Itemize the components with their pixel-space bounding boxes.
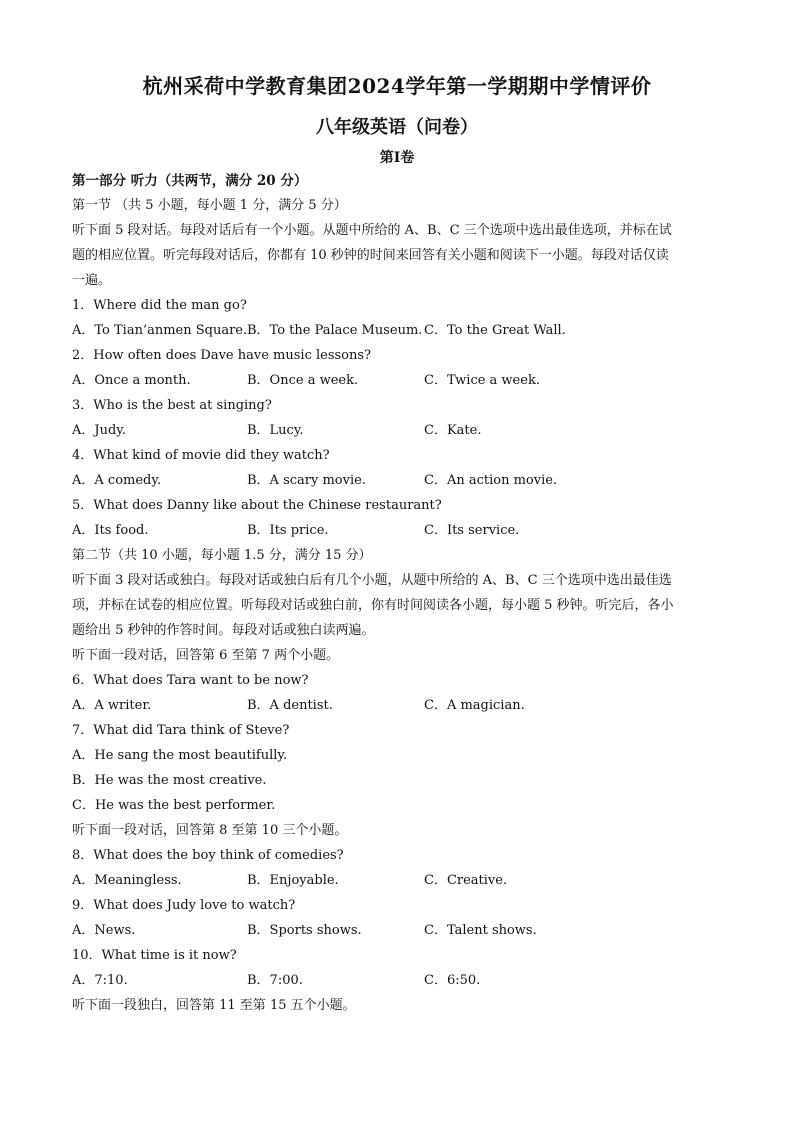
section1-instruction-line: 一遍。 xyxy=(72,273,112,288)
option-a: A．A writer. xyxy=(72,698,152,713)
option-a: A．Judy. xyxy=(72,423,127,438)
section2-instruction-line: 听下面 3 段对话或独白。每段对话或独白后有几个小题，从题中所给的 A、B、C 三个选项中选出最佳选 xyxy=(72,573,672,588)
option-c: C．To the Great Wall. xyxy=(424,323,566,338)
question-stem: 9．What does Judy love to watch? xyxy=(72,898,296,913)
section1-heading: 第一节 （共 5 小题，每小题 1 分，满分 5 分） xyxy=(72,198,347,213)
option-c: C．6:50. xyxy=(424,973,481,988)
section2-heading: 第二节（共 10 小题，每小题 1.5 分，满分 15 分） xyxy=(72,548,372,563)
option-c: C．Twice a week. xyxy=(424,373,540,388)
option-b: B．Enjoyable. xyxy=(247,873,339,888)
option-a: A．Its food. xyxy=(72,523,149,538)
option-c: C．Talent shows. xyxy=(424,923,537,938)
option-a: A．7:10. xyxy=(72,973,128,988)
section1-instruction-line: 题的相应位置。听完每段对话后，你都有 10 秒钟的时间来回答有关小题和阅读下一小题。每段对话仅读 xyxy=(72,248,669,263)
option-a: A．Meaningless. xyxy=(72,873,182,888)
option-c: C．A magician. xyxy=(424,698,525,713)
option-a: A．To Tian’anmen Square. xyxy=(72,323,248,338)
question-stem: 2．How often does Dave have music lessons? xyxy=(72,348,372,363)
listening-prompt: 听下面一段独白，回答第 11 至第 15 五个小题。 xyxy=(72,998,356,1013)
option-c: C．He was the best performer. xyxy=(72,798,276,813)
listening-prompt: 听下面一段对话，回答第 6 至第 7 两个小题。 xyxy=(72,648,340,663)
section1-instruction-line: 听下面 5 段对话。每段对话后有一个小题。从题中所给的 A、B、C 三个选项中选出最佳选项，并标在试 xyxy=(72,223,672,238)
option-b: B．A dentist. xyxy=(247,698,333,713)
question-stem: 6．What does Tara want to be now? xyxy=(72,673,309,688)
option-b: B．Once a week. xyxy=(247,373,359,388)
question-stem: 3．Who is the best at singing? xyxy=(72,398,272,413)
listening-prompt: 听下面一段对话，回答第 8 至第 10 三个小题。 xyxy=(72,823,348,838)
option-c: C．An action movie. xyxy=(424,473,558,488)
option-b: B．Sports shows. xyxy=(247,923,362,938)
option-a: A．A comedy. xyxy=(72,473,162,488)
option-c: C．Kate. xyxy=(424,423,482,438)
option-b: B．He was the most creative. xyxy=(72,773,267,788)
question-stem: 7．What did Tara think of Steve? xyxy=(72,723,290,738)
option-b: B．To the Palace Museum. xyxy=(247,323,423,338)
section2-instruction-line: 项，并标在试卷的相应位置。听每段对话或独白前，你有时间阅读各小题，每小题 5 秒钟。听完后，各小 xyxy=(72,598,674,613)
option-b: B．A scary movie. xyxy=(247,473,366,488)
section2-instruction-line: 题给出 5 秒钟的作答时间。每段对话或独白读两遍。 xyxy=(72,623,375,638)
question-stem: 4．What kind of movie did they watch? xyxy=(72,448,330,463)
question-stem: 8．What does the boy think of comedies? xyxy=(72,848,344,863)
option-c: C．Creative. xyxy=(424,873,508,888)
option-a: A．News. xyxy=(72,923,136,938)
question-stem: 10．What time is it now? xyxy=(72,948,237,963)
exam-subtitle: 八年级英语（问卷） xyxy=(316,117,478,138)
option-a: A．Once a month. xyxy=(72,373,191,388)
exam-title: 杭州采荷中学教育集团2024学年第一学期期中学情评价 xyxy=(142,74,652,98)
question-stem: 1．Where did the man go? xyxy=(72,298,247,313)
option-b: B．Its price. xyxy=(247,523,329,538)
option-b: B．Lucy. xyxy=(247,423,304,438)
question-stem: 5．What does Danny like about the Chinese restaurant? xyxy=(72,498,442,513)
option-a: A．He sang the most beautifully. xyxy=(72,748,288,763)
option-c: C．Its service. xyxy=(424,523,520,538)
option-b: B．7:00. xyxy=(247,973,303,988)
volume-label: 第Ⅰ卷 xyxy=(379,150,415,166)
part1-heading: 第一部分 听力（共两节，满分 20 分） xyxy=(72,173,308,189)
